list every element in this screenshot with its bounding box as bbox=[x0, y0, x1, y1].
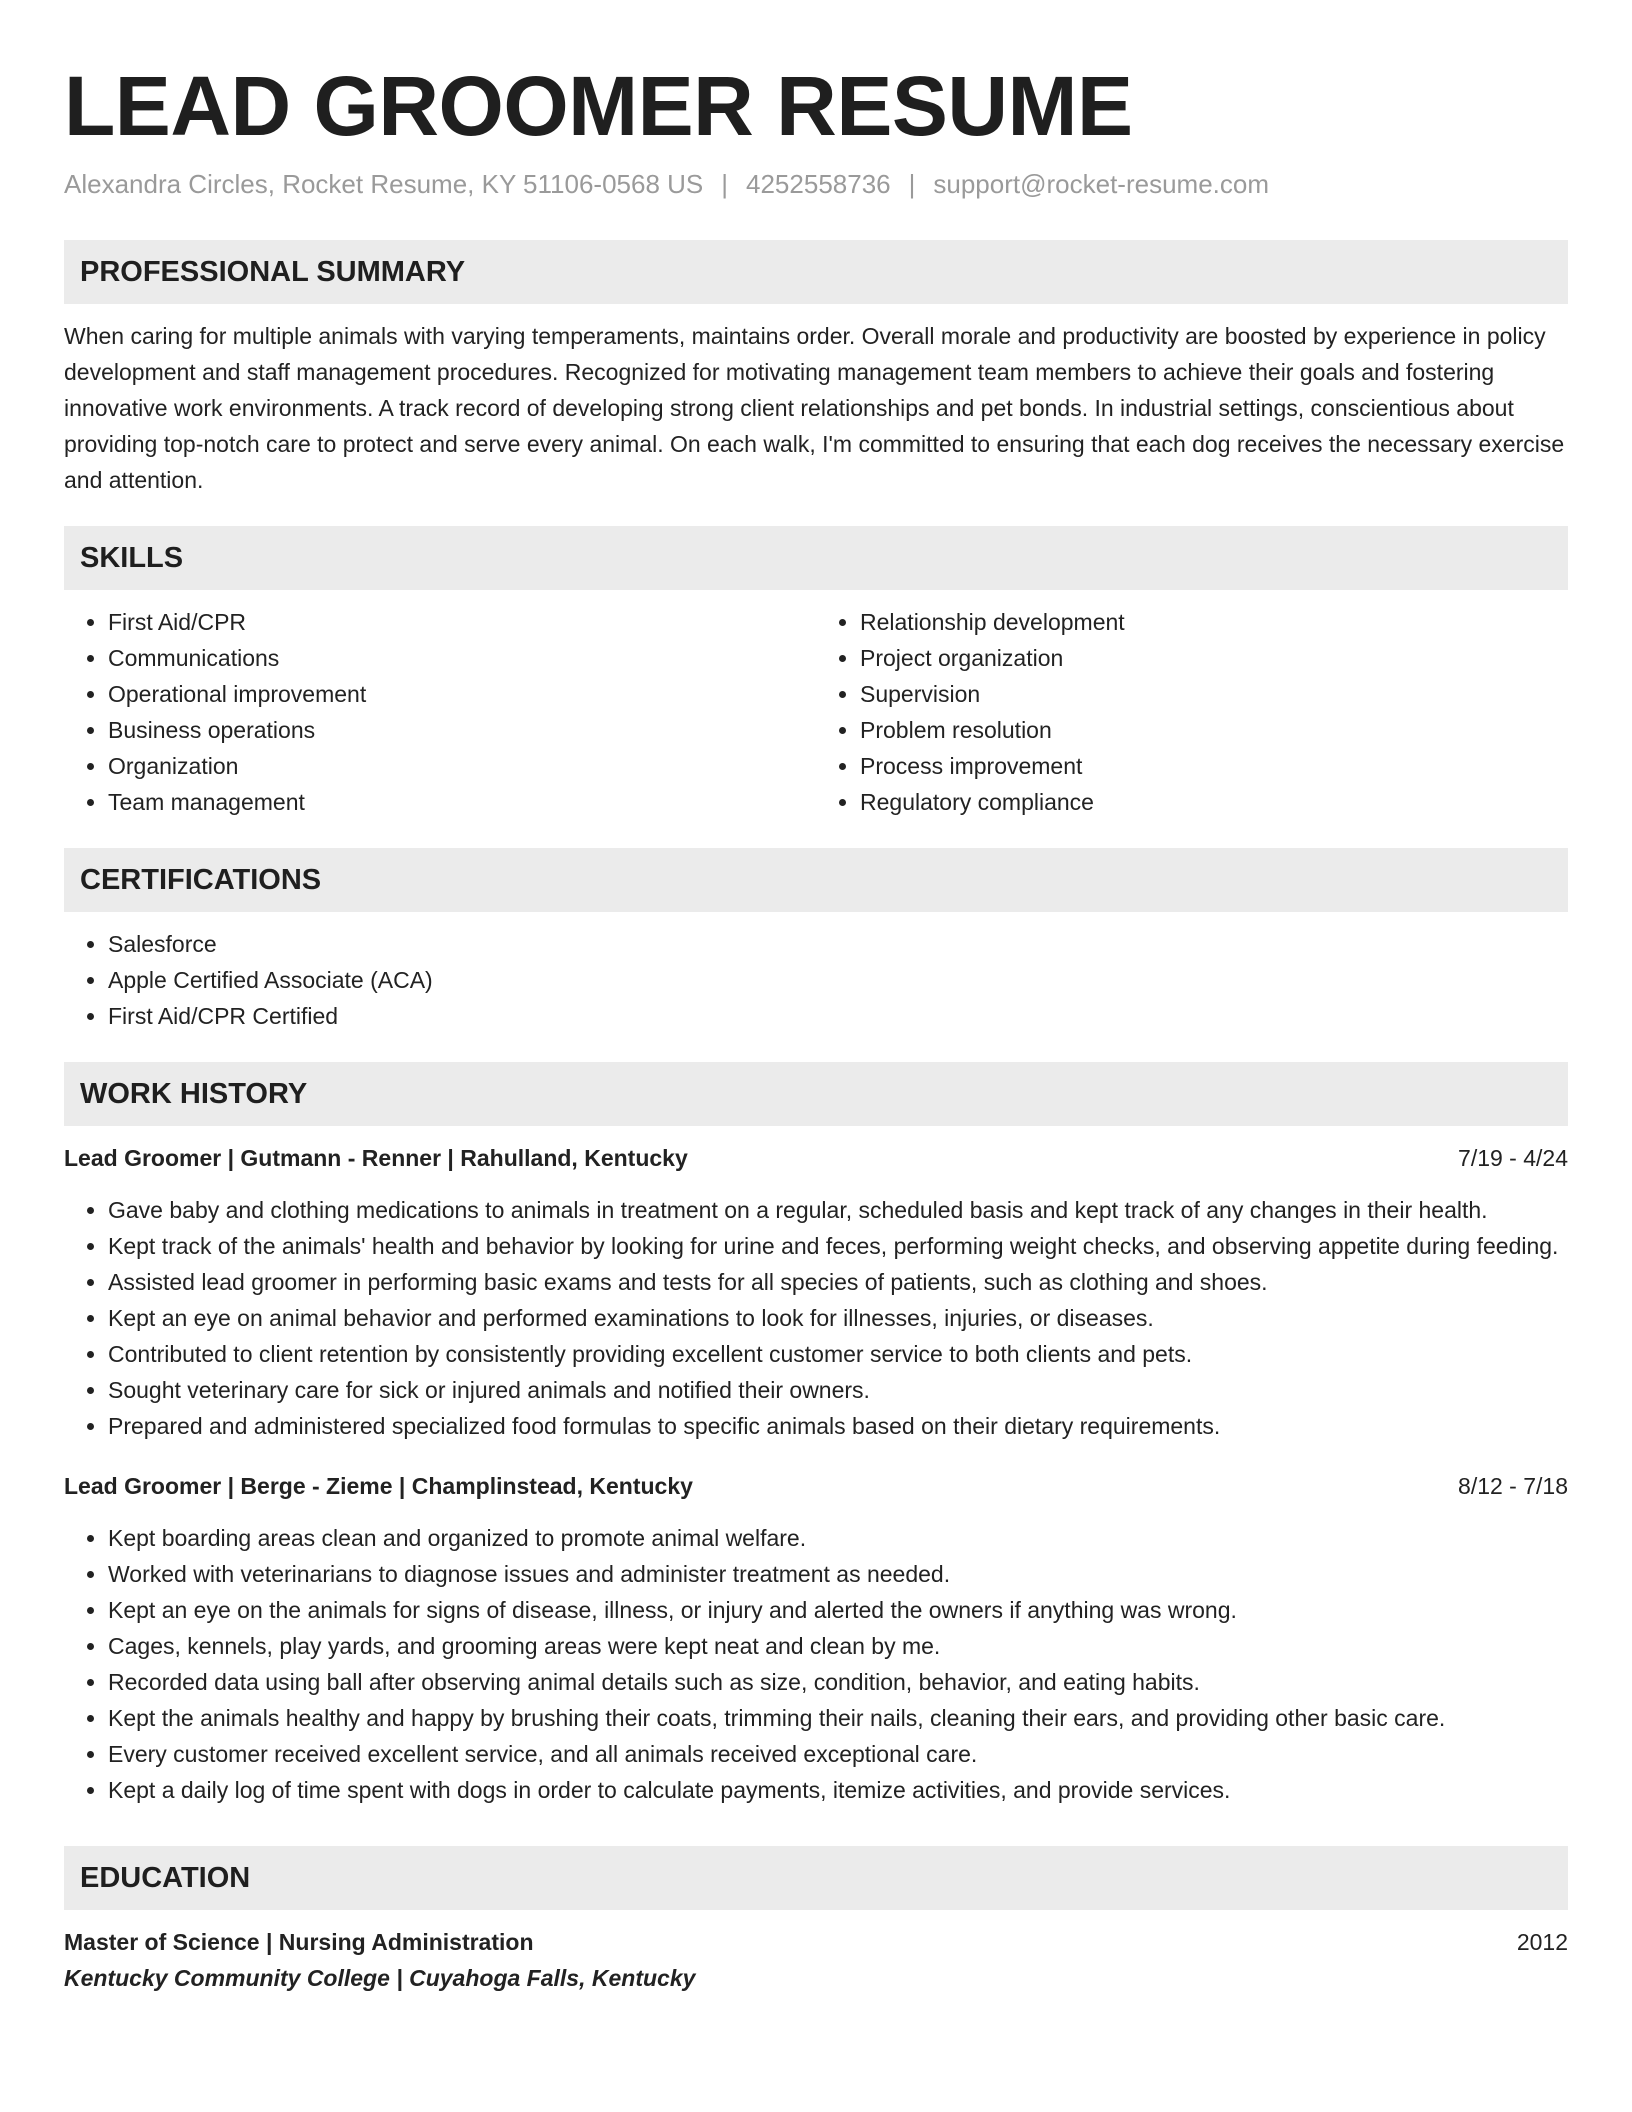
list-item: • Kept the animals healthy and happy by brushing their coats, trimming their nails, cleaning their ears, and providing other basic care. bbox=[108, 1700, 1568, 1736]
summary-text: When caring for multiple animals with varying temperaments, maintains order. Overall morale and productivity are boosted by experience in policy development and staff management procedures. Recognized for motivating management team members to achieve their goals and fostering innovative work environments. A track record of developing strong client relationships and pet bonds. In industrial settings, conscientious about providing top-notch care to protect and serve every animal. On each walk, I'm committed to ensuring that each dog receives the necessary exercise and attention. bbox=[64, 323, 1565, 493]
list-item: • Kept a daily log of time spent with dogs in order to calculate payments, itemize activities, and provide services. bbox=[108, 1772, 1568, 1808]
job-duties-list bbox=[64, 1192, 1568, 1444]
list-item: • Problem resolution bbox=[860, 712, 1568, 748]
job-title: Lead Groomer | Berge - Zieme | Champlinstead, Kentucky bbox=[64, 1473, 693, 1499]
section-heading-skills: SKILLS bbox=[64, 526, 1568, 590]
section-heading-education: EDUCATION bbox=[64, 1846, 1568, 1910]
skills-column-left bbox=[64, 604, 816, 820]
list-item: • Operational improvement bbox=[108, 676, 816, 712]
education-header bbox=[64, 1924, 1568, 1960]
resume-content bbox=[64, 58, 1568, 1996]
list-item: • Kept an eye on animal behavior and performed examinations to look for illnesses, injuries, or diseases. bbox=[108, 1300, 1568, 1336]
certifications-list bbox=[64, 926, 1568, 1034]
list-item: • Gave baby and clothing medications to animals in treatment on a regular, scheduled basis and kept track of any changes in their health. bbox=[108, 1192, 1568, 1228]
job-title: Lead Groomer | Gutmann - Renner | Rahulland, Kentucky bbox=[64, 1145, 688, 1171]
resume-title: LEAD GROOMER RESUME bbox=[64, 59, 1133, 153]
list-item: • Process improvement bbox=[860, 748, 1568, 784]
list-item: • Regulatory compliance bbox=[860, 784, 1568, 820]
list-item: • Prepared and administered specialized food formulas to specific animals based on their dietary requirements. bbox=[108, 1408, 1568, 1444]
list-item: • Worked with veterinarians to diagnose issues and administer treatment as needed. bbox=[108, 1556, 1568, 1592]
contact-email: support@rocket-resume.com bbox=[933, 169, 1270, 199]
job-dates: 8/12 - 7/18 bbox=[1458, 1473, 1568, 1499]
list-item: • Cages, kennels, play yards, and grooming areas were kept neat and clean by me. bbox=[108, 1628, 1568, 1664]
list-item: • Kept an eye on the animals for signs of disease, illness, or injury and alerted the owners if anything was wrong. bbox=[108, 1592, 1568, 1628]
job-header bbox=[64, 1140, 1568, 1176]
list-item: • Apple Certified Associate (ACA) bbox=[108, 962, 1568, 998]
list-item: • Project organization bbox=[860, 640, 1568, 676]
list-item: • Organization bbox=[108, 748, 816, 784]
contact-separator: | bbox=[721, 169, 729, 199]
section-heading-work-history: WORK HISTORY bbox=[64, 1062, 1568, 1126]
skills-list bbox=[64, 604, 1568, 820]
list-item: • Kept track of the animals' health and behavior by looking for urine and feces, performing weight checks, and observing appetite during feeding. bbox=[108, 1228, 1568, 1264]
list-item: • Recorded data using ball after observing animal details such as size, condition, behavior, and eating habits. bbox=[108, 1664, 1568, 1700]
list-item: • Salesforce bbox=[108, 926, 1568, 962]
list-item: • Supervision bbox=[860, 676, 1568, 712]
list-item: • Contributed to client retention by consistently providing excellent customer service to both clients and pets. bbox=[108, 1336, 1568, 1372]
list-item: • Sought veterinary care for sick or injured animals and notified their owners. bbox=[108, 1372, 1568, 1408]
contact-address: Alexandra Circles, Rocket Resume, KY 51106-0568 US bbox=[64, 169, 704, 199]
list-item: • Team management bbox=[108, 784, 816, 820]
education-school: Kentucky Community College | Cuyahoga Falls, Kentucky bbox=[64, 1965, 696, 1991]
list-item: • Business operations bbox=[108, 712, 816, 748]
education-year: 2012 bbox=[1516, 1929, 1568, 1955]
list-item: • Kept boarding areas clean and organized to promote animal welfare. bbox=[108, 1520, 1568, 1556]
section-heading-certifications: CERTIFICATIONS bbox=[64, 848, 1568, 912]
contact-separator: | bbox=[908, 169, 916, 199]
job-dates: 7/19 - 4/24 bbox=[1458, 1145, 1568, 1171]
job-header bbox=[64, 1468, 1568, 1504]
list-item: • First Aid/CPR Certified bbox=[108, 998, 1568, 1034]
list-item: • Assisted lead groomer in performing basic exams and tests for all species of patients, such as clothing and shoes. bbox=[108, 1264, 1568, 1300]
education-degree: Master of Science | Nursing Administration bbox=[64, 1929, 534, 1955]
list-item: • Every customer received excellent service, and all animals received exceptional care. bbox=[108, 1736, 1568, 1772]
section-heading-summary: PROFESSIONAL SUMMARY bbox=[64, 240, 1568, 304]
list-item: • First Aid/CPR bbox=[108, 604, 816, 640]
job-duties-list bbox=[64, 1520, 1568, 1808]
list-item: • Relationship development bbox=[860, 604, 1568, 640]
contact-phone: 4252558736 bbox=[746, 169, 891, 199]
skills-column-right bbox=[816, 604, 1568, 820]
list-item: • Communications bbox=[108, 640, 816, 676]
contact-line bbox=[64, 166, 1568, 202]
